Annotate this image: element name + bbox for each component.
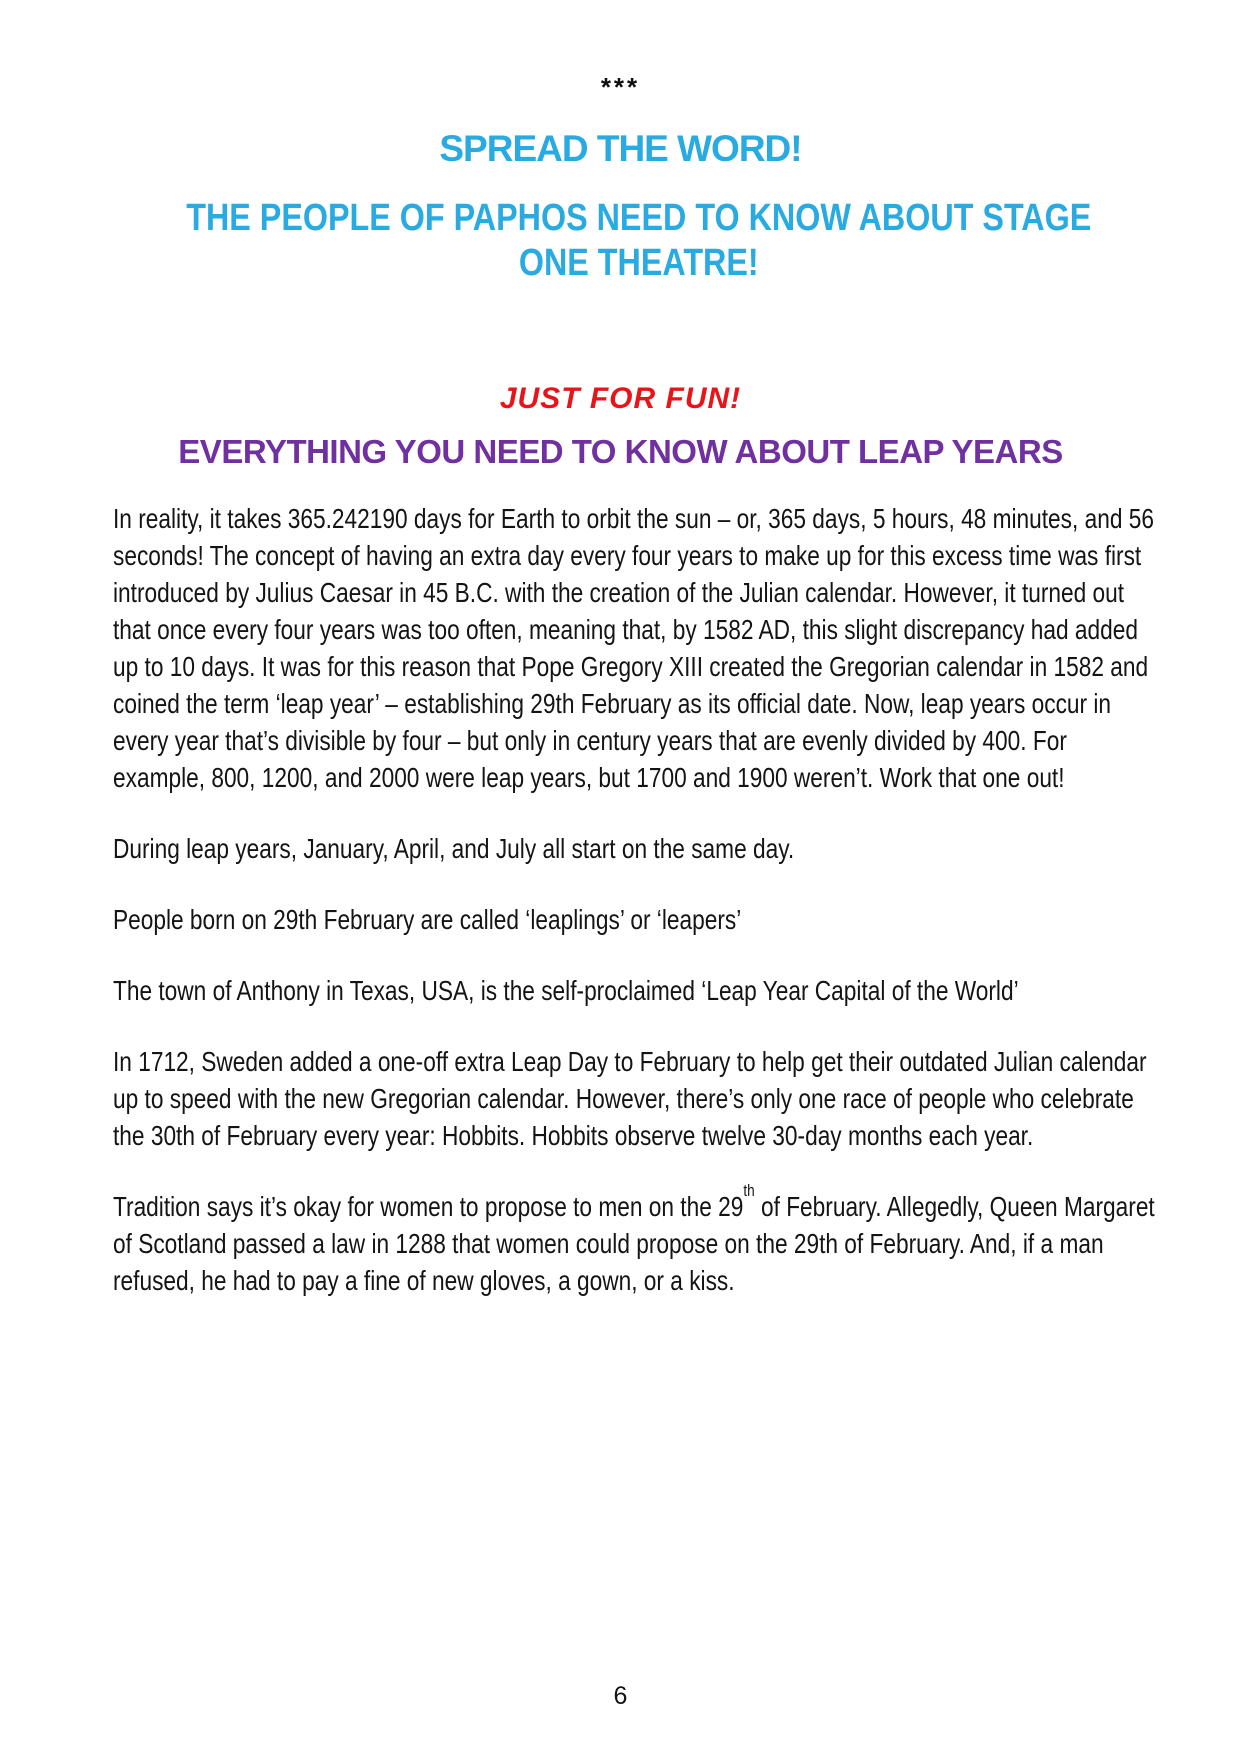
body-text-column [113, 500, 1158, 1299]
section-separator-asterisks: *** [600, 72, 641, 102]
paragraph-leap-year-history: In reality, it takes 365.242190 days for Earth to orbit the sun – or, 365 days, 5 hours, 48 minutes, and 56 seconds! The concept of having an extra day every four years to make up for this excess time was first introduced by Julius Caesar in 45 B.C. with the creation of the Julian calendar. However, it turned out that once every four years was too often, meaning that, by 1582 AD, this slight discrepancy had added up to 10 days. It was for this reason that Pope Gregory XIII created the Gregorian calendar in 1582 and coined the term ‘leap year’ – establishing 29th February as its official date. Now, leap years occur in every year that’s divisible by four – but only in century years that are evenly divided by 400. For example, 800, 1200, and 2000 were leap years, but 1700 and 1900 weren’t. Work that one out! [113, 503, 1154, 793]
heading-spread-the-word: SPREAD THE WORD! [439, 128, 802, 169]
heading-just-for-fun: JUST FOR FUN! [499, 382, 742, 415]
paragraph-tradition-proposal [113, 1181, 1158, 1299]
paragraph-leaplings: People born on 29th February are called ‘leaplings’ or ‘leapers’ [113, 904, 742, 935]
tradition-text-after-superscript: of February. Allegedly, Queen Margaret of Scotland passed a law in 1288 that women could propose on the 29th of February. And, if a man refused, he had to pay a fine of new gloves, a gown, or a kiss. [113, 1191, 1155, 1296]
tradition-text-before-superscript: Tradition says it’s okay for women to propose to men on the 29 [113, 1191, 744, 1222]
page-number: 6 [613, 1682, 628, 1710]
paragraph-months-same-day: During leap years, January, April, and July all start on the same day. [113, 833, 795, 864]
superscript-th: th [743, 1181, 755, 1201]
paragraph-sweden-hobbits: In 1712, Sweden added a one-off extra Leap Day to February to help get their outdated Julian calendar up to speed with the new Gregorian calendar. However, there’s only one race of people who celebrate the 30th of February every year: Hobbits. Hobbits observe twelve 30-day months each year. [113, 1046, 1147, 1151]
heading-leap-years: EVERYTHING YOU NEED TO KNOW ABOUT LEAP YEARS [178, 433, 1063, 470]
paragraph-anthony-texas: The town of Anthony in Texas, USA, is the self-proclaimed ‘Leap Year Capital of the World’ [113, 975, 1019, 1006]
heading-people-of-paphos: THE PEOPLE OF PAPHOS NEED TO KNOW ABOUT STAGE ONE THEATRE! [186, 197, 1092, 284]
